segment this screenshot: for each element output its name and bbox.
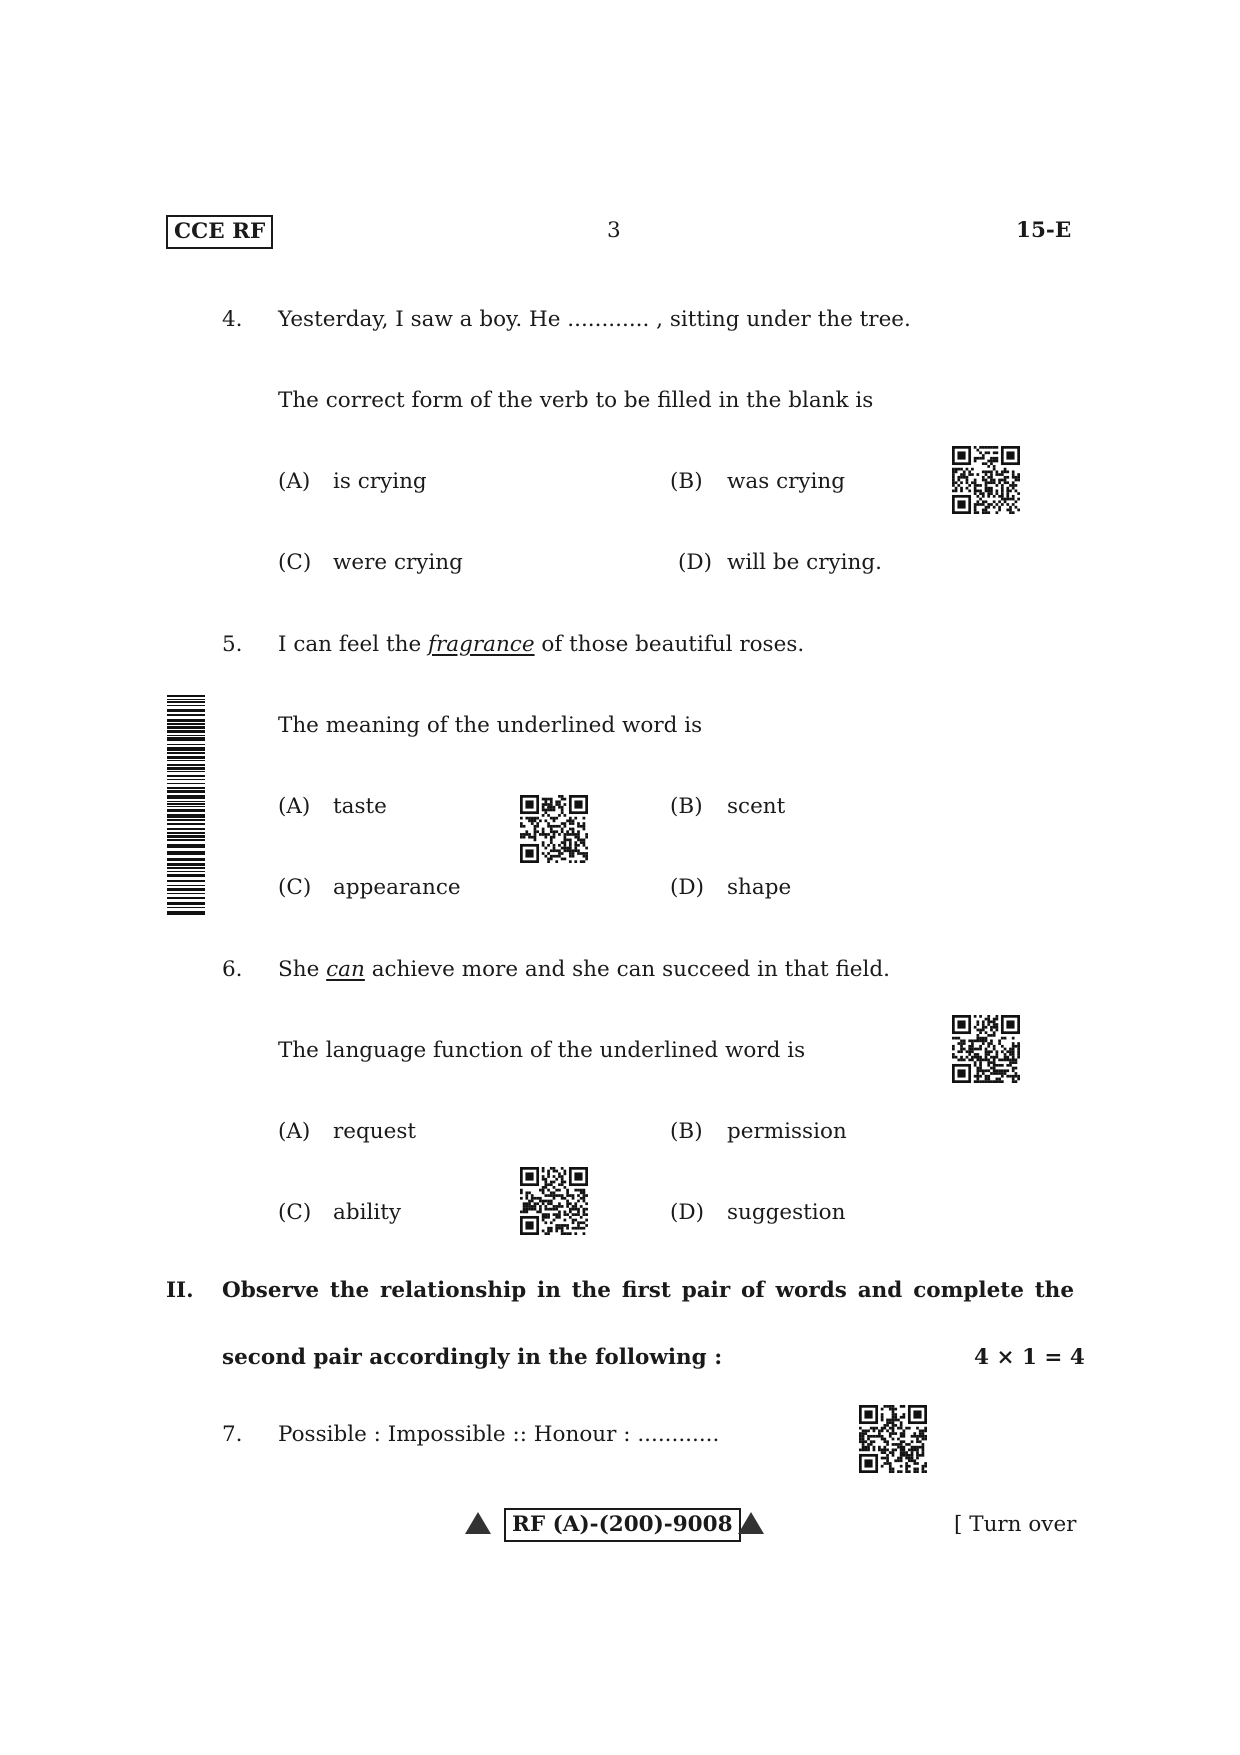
q6-stem-before: She (278, 957, 327, 982)
q5-option-b-text: scent (727, 794, 786, 819)
q6-option-a-label: (A) (278, 1119, 311, 1144)
q6-option-d-label: (D) (670, 1200, 705, 1225)
q5-option-b-label: (B) (670, 794, 703, 819)
exam-code: CCE RF (174, 219, 266, 244)
q4-stem: Yesterday, I saw a boy. He ............ , sitting under the tree. (278, 307, 911, 332)
q5-option-c-label: (C) (278, 875, 312, 900)
q4-option-b-text: was crying (727, 469, 846, 494)
q6-prompt: The language function of the underlined word is (278, 1038, 806, 1063)
q4-option-c-text: were crying (333, 550, 463, 575)
booklet-code-box (504, 1508, 741, 1542)
q5-stem (278, 632, 804, 658)
q6-option-b-label: (B) (670, 1119, 703, 1144)
q4-option-d-label: (D) (678, 550, 713, 575)
section-ii-marks: 4 × 1 = 4 (974, 1345, 1085, 1370)
q5-option-c-text: appearance (333, 875, 461, 900)
q5-option-d-text: shape (727, 875, 792, 900)
section-ii-instruction-line1: Observe the relationship in the first pair of words and complete the (222, 1278, 1074, 1303)
section-ii-numeral: II. (166, 1278, 194, 1303)
q4-option-b-label: (B) (670, 469, 703, 494)
subject-code: 15-E (1016, 218, 1072, 243)
q6-underlined-word: can (326, 957, 365, 982)
barcode-icon (167, 695, 205, 915)
triangle-left-icon (465, 1512, 491, 1534)
q6-stem (278, 957, 890, 983)
q6-option-a-text: request (333, 1119, 417, 1144)
section-ii-instruction-line2: second pair accordingly in the following : (222, 1345, 723, 1370)
qr-code-icon (952, 1015, 1020, 1083)
q4-option-d-text: will be crying. (727, 550, 882, 575)
q5-option-d-label: (D) (670, 875, 705, 900)
exam-code-box (166, 215, 273, 249)
q4-option-c-label: (C) (278, 550, 312, 575)
booklet-code: RF (A)-(200)-9008 (512, 1512, 733, 1537)
q6-option-c-label: (C) (278, 1200, 312, 1225)
page-number: 3 (607, 218, 621, 243)
qr-code-icon (520, 795, 588, 863)
q5-underlined-word: fragrance (428, 632, 535, 657)
triangle-right-icon (738, 1512, 764, 1534)
q7-number: 7. (222, 1422, 243, 1447)
qr-code-icon (520, 1167, 588, 1235)
q6-stem-after: achieve more and she can succeed in that field. (364, 957, 890, 982)
q5-option-a-text: taste (333, 794, 387, 819)
q5-number: 5. (222, 632, 243, 657)
q5-prompt: The meaning of the underlined word is (278, 713, 703, 738)
q6-option-c-text: ability (333, 1200, 401, 1225)
q5-stem-after: of those beautiful roses. (534, 632, 805, 657)
q6-option-d-text: suggestion (727, 1200, 846, 1225)
q7-text: Possible : Impossible :: Honour : ............ (278, 1422, 720, 1447)
q4-option-a-text: is crying (333, 469, 427, 494)
q5-option-a-label: (A) (278, 794, 311, 819)
q6-number: 6. (222, 957, 243, 982)
q6-option-b-text: permission (727, 1119, 847, 1144)
turn-over-text: [ Turn over (954, 1512, 1077, 1537)
q4-prompt: The correct form of the verb to be filled in the blank is (278, 388, 874, 413)
qr-code-icon (859, 1405, 927, 1473)
q4-number: 4. (222, 307, 243, 332)
qr-code-icon (952, 446, 1020, 514)
q4-option-a-label: (A) (278, 469, 311, 494)
q5-stem-before: I can feel the (278, 632, 429, 657)
